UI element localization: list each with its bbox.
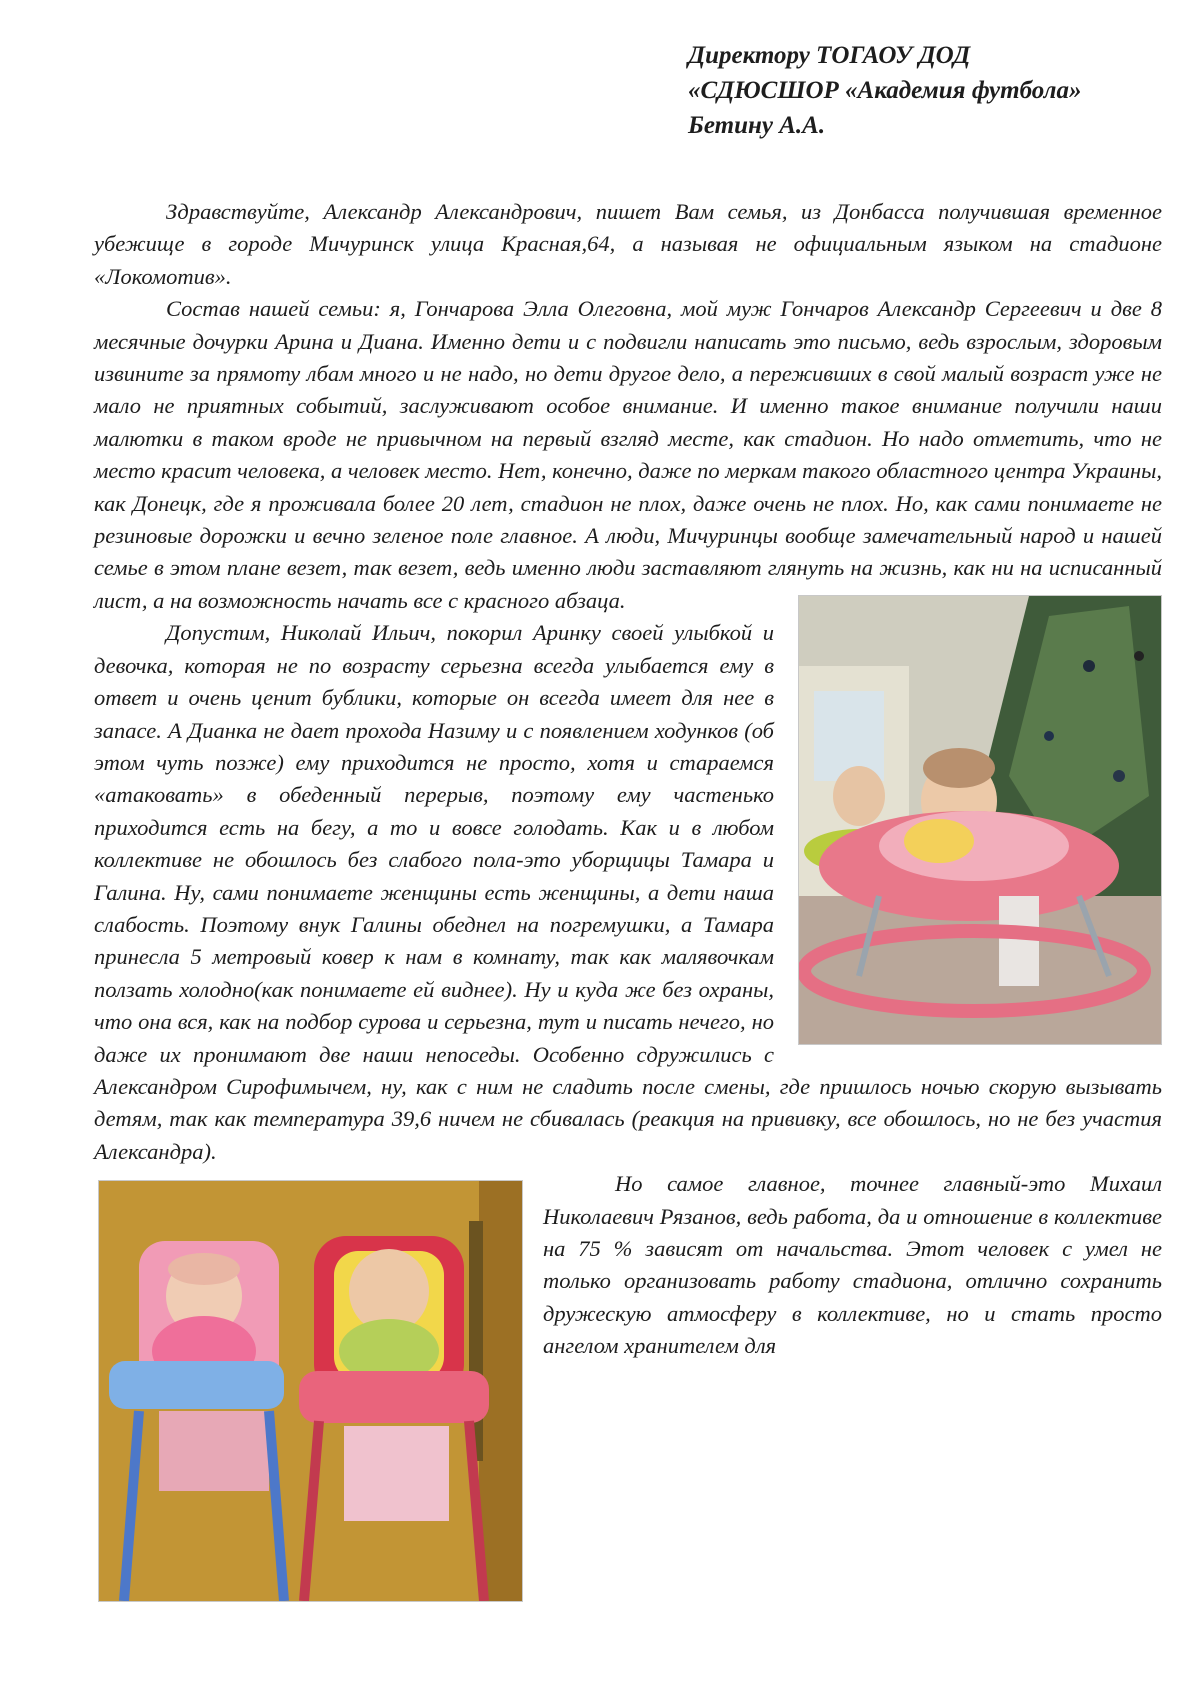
addressee-block xyxy=(688,38,1168,143)
paragraph-staff: Допустим, Николай Ильич, покорил Аринку своей улыбкой и девочка, которая не по возрасту серьезна всегда улыбается ему в ответ и очень ценит бублики, которые он всегда имеет для нее в запасе. А Дианка не дает прохода Назиму и с появлением ходунков (об этом чуть позже) ему приходится не просто, хотя и стараемся «атаковать» в обеденный перерыв, поэтому ему частенько приходится есть на бегу, а то и вовсе голодать. Как и в любом коллективе не обошлось без слабого пола-это уборщицы Тамара и Галина. Ну, сами понимаете женщины есть женщины, а дети наша слабость. Поэтому внук Галины обеднел на погремушки, а Тамара принесла 5 метровый ковер к нам в комнату, так как малявочкам ползать холодно(как понимаете ей виднее). Ну и куда же без охраны, что она вся, как на подбор сурова и серьезна, тут и писать нечего, но даже их пронимают две наши непоседы. Особенно сдружились с Александром Сирофимычем, ну, как с ним не сладить после смены, где пришлось ночью скорую вызывать детям, так как температура 39,6 ничем не сбивалась (реакция на прививку, все обошлось, но не без участия Александра). xyxy=(94,620,1162,1164)
addressee-line-1: Директору ТОГАОУ ДОД xyxy=(688,42,971,69)
walker-photo-icon xyxy=(799,596,1161,1044)
paragraph-greeting: Здравствуйте, Александр Александрович, пишет Вам семья, из Донбасса получившая временное убежище в городе Мичуринск улица Красная,64, а называя не официальным языком на стадионе «Локомотив». xyxy=(94,199,1162,289)
paragraph-director: Но самое главное, точнее главный-это Михаил Николаевич Рязанов, ведь работа, да и отношение в коллективе на 75 % зависят от начальства. Этот человек с умел не только организовать работу стадиона, отлично сохранить дружескую атмосферу в коллективе, но и стать просто ангелом хранителем для xyxy=(543,1171,1162,1359)
addressee-line-3: Бетину А.А. xyxy=(688,112,826,139)
photo-children-in-walkers xyxy=(798,595,1162,1045)
photo-children-in-high-chairs xyxy=(98,1180,523,1602)
high-chairs-photo-icon xyxy=(99,1181,522,1601)
addressee-line-2: «СДЮСШОР «Академия футбола» xyxy=(688,77,1082,104)
paragraph-family: Состав нашей семьи: я, Гончарова Элла Олеговна, мой муж Гончаров Александр Сергеевич и две 8 месячные дочурки Арина и Диана. Именно дети и с подвигли написать это письмо, ведь взрослым, здоровым извините за прямоту лбам много и не надо, но дети другое дело, а переживших в свой малый возраст уже не мало не приятных событий, заслуживают особое внимание. И именно такое внимание получили наши малютки в таком вроде не привычном на первый взгляд месте, как стадион. Но надо отметить, что не место красит человека, а человек место. Нет, конечно, даже по меркам такого областного центра Украины, как Донецк, где я проживала более 20 лет, стадион не плох, даже очень не плох. Но, как сами понимаете не резиновые дорожки и вечно зеленое поле главное. А люди, Мичуринцы вообще замечательный народ и нашей семье в этом плане везет, так везет, ведь именно люди заставляют глянуть на жизнь, как ни на исписанный лист, а на возможность начать все с красного абзаца. xyxy=(94,296,1162,613)
letter-body xyxy=(94,196,1162,1602)
